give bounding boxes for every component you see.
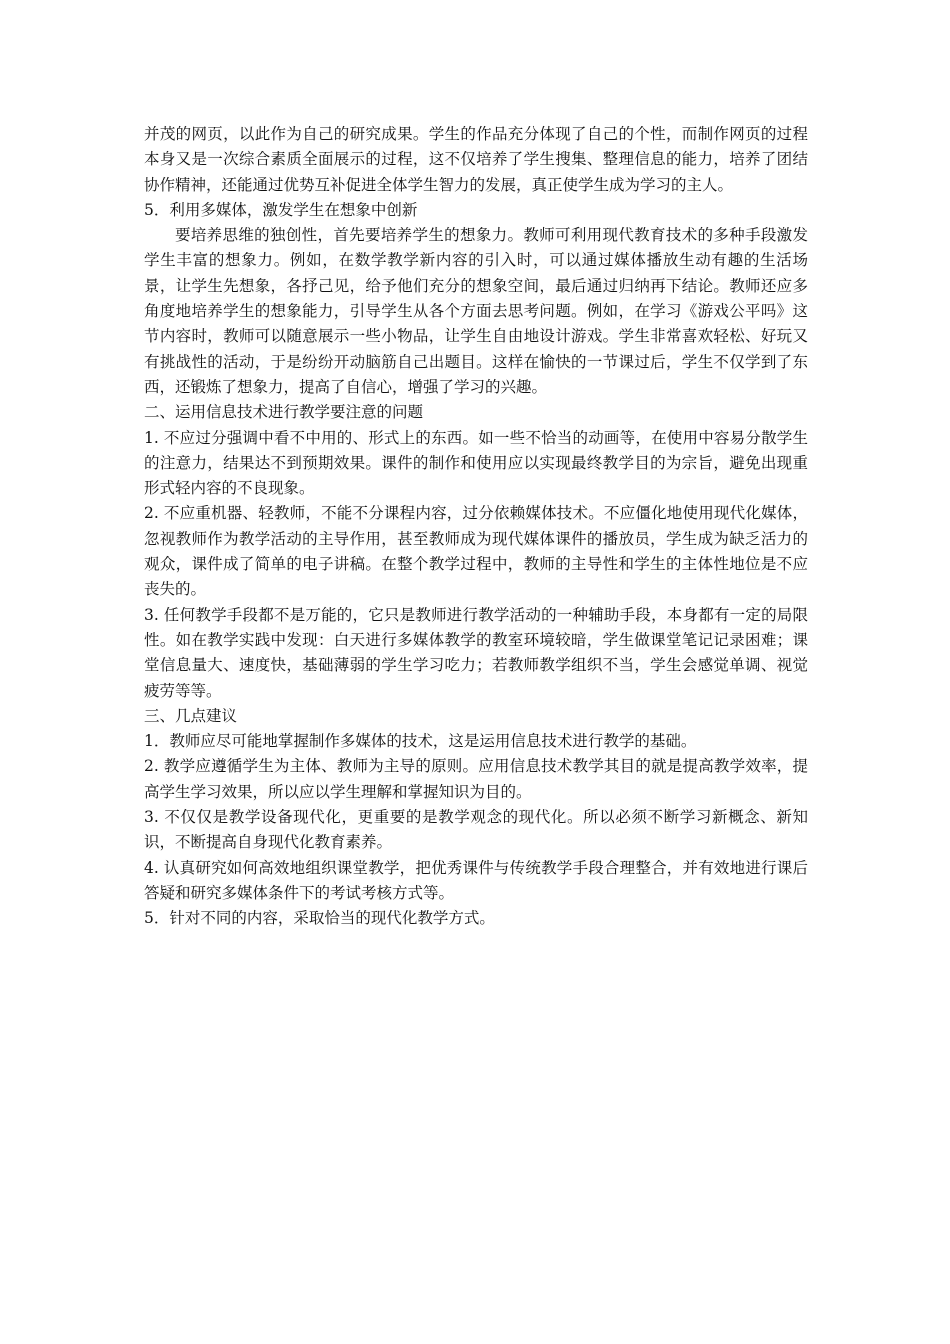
intro-paragraph: 并茂的网页，以此作为自己的研究成果。学生的作品充分体现了自己的个性，而制作网页的过程本身又是一次综合素质全面展示的过程，这不仅培养了学生搜集、整理信息的能力，培养了团结协作精神，还能通过优势互补促进全体学生智力的发展，真正使学生成为学习的主人。 bbox=[144, 125, 808, 194]
section3-item-1: 1．教师应尽可能地掌握制作多媒体的技术，这是运用信息技术进行教学的基础。 bbox=[144, 732, 697, 751]
section3-item-5: 5．针对不同的内容，采取恰当的现代化教学方式。 bbox=[144, 909, 495, 928]
item5-heading: 5．利用多媒体，激发学生在想象中创新 bbox=[144, 200, 418, 219]
section2-item-3: 3. 任何教学手段都不是万能的，它只是教师进行教学活动的一种辅助手段，本身都有一定的局限性。如在教学实践中发现：白天进行多媒体教学的教室环境较暗，学生做课堂笔记记录困难；课堂信息量大、速度快，基础薄弱的学生学习吃力；若教师教学组织不当，学生会感觉单调、视觉疲劳等等。 bbox=[144, 605, 808, 700]
document-page bbox=[144, 122, 808, 932]
item5-body: 要培养思维的独创性，首先要培养学生的想象力。教师可利用现代教育技术的多种手段激发学生丰富的想象力。例如，在数学教学新内容的引入时，可以通过媒体播放生动有趣的生活场景，让学生先想象，各抒己见，给予他们充分的想象空间，最后通过归纳再下结论。教师还应多角度地培养学生的想象能力，引导学生从各个方面去思考问题。例如，在学习《游戏公平吗》这节内容时，教师可以随意展示一些小物品，让学生自由地设计游戏。学生非常喜欢轻松、好玩又有挑战性的活动，于是纷纷开动脑筋自己出题目。这样在愉快的一节课过后，学生不仅学到了东西，还锻炼了想象力，提高了自信心，增强了学习的兴趣。 bbox=[144, 226, 808, 396]
section2-item-2: 2. 不应重机器、轻教师，不能不分课程内容，过分依赖媒体技术。不应僵化地使用现代化媒体，忽视教师作为教学活动的主导作用，甚至教师成为现代媒体课件的播放员，学生成为缺乏活力的观众，课件成了简单的电子讲稿。在整个教学过程中，教师的主导性和学生的主体性地位是不应丧失的。 bbox=[144, 504, 808, 599]
section3-heading: 三、几点建议 bbox=[144, 706, 238, 725]
section2-heading: 二、运用信息技术进行教学要注意的问题 bbox=[144, 403, 424, 422]
section3-item-2: 2. 教学应遵循学生为主体、教师为主导的原则。应用信息技术教学其目的就是提高教学效率，提高学生学习效果，所以应以学生理解和掌握知识为目的。 bbox=[144, 757, 808, 801]
section3-item-4: 4. 认真研究如何高效地组织课堂教学，把优秀课件与传统教学手段合理整合，并有效地进行课后答疑和研究多媒体条件下的考试考核方式等。 bbox=[144, 858, 808, 902]
section2-item-1: 1. 不应过分强调中看不中用的、形式上的东西。如一些不恰当的动画等，在使用中容易分散学生的注意力，结果达不到预期效果。课件的制作和使用应以实现最终教学目的为宗旨，避免出现重形式轻内容的不良现象。 bbox=[144, 428, 808, 498]
section3-item-3: 3. 不仅仅是教学设备现代化，更重要的是教学观念的现代化。所以必须不断学习新概念、新知识，不断提高自身现代化教育素养。 bbox=[144, 808, 808, 852]
